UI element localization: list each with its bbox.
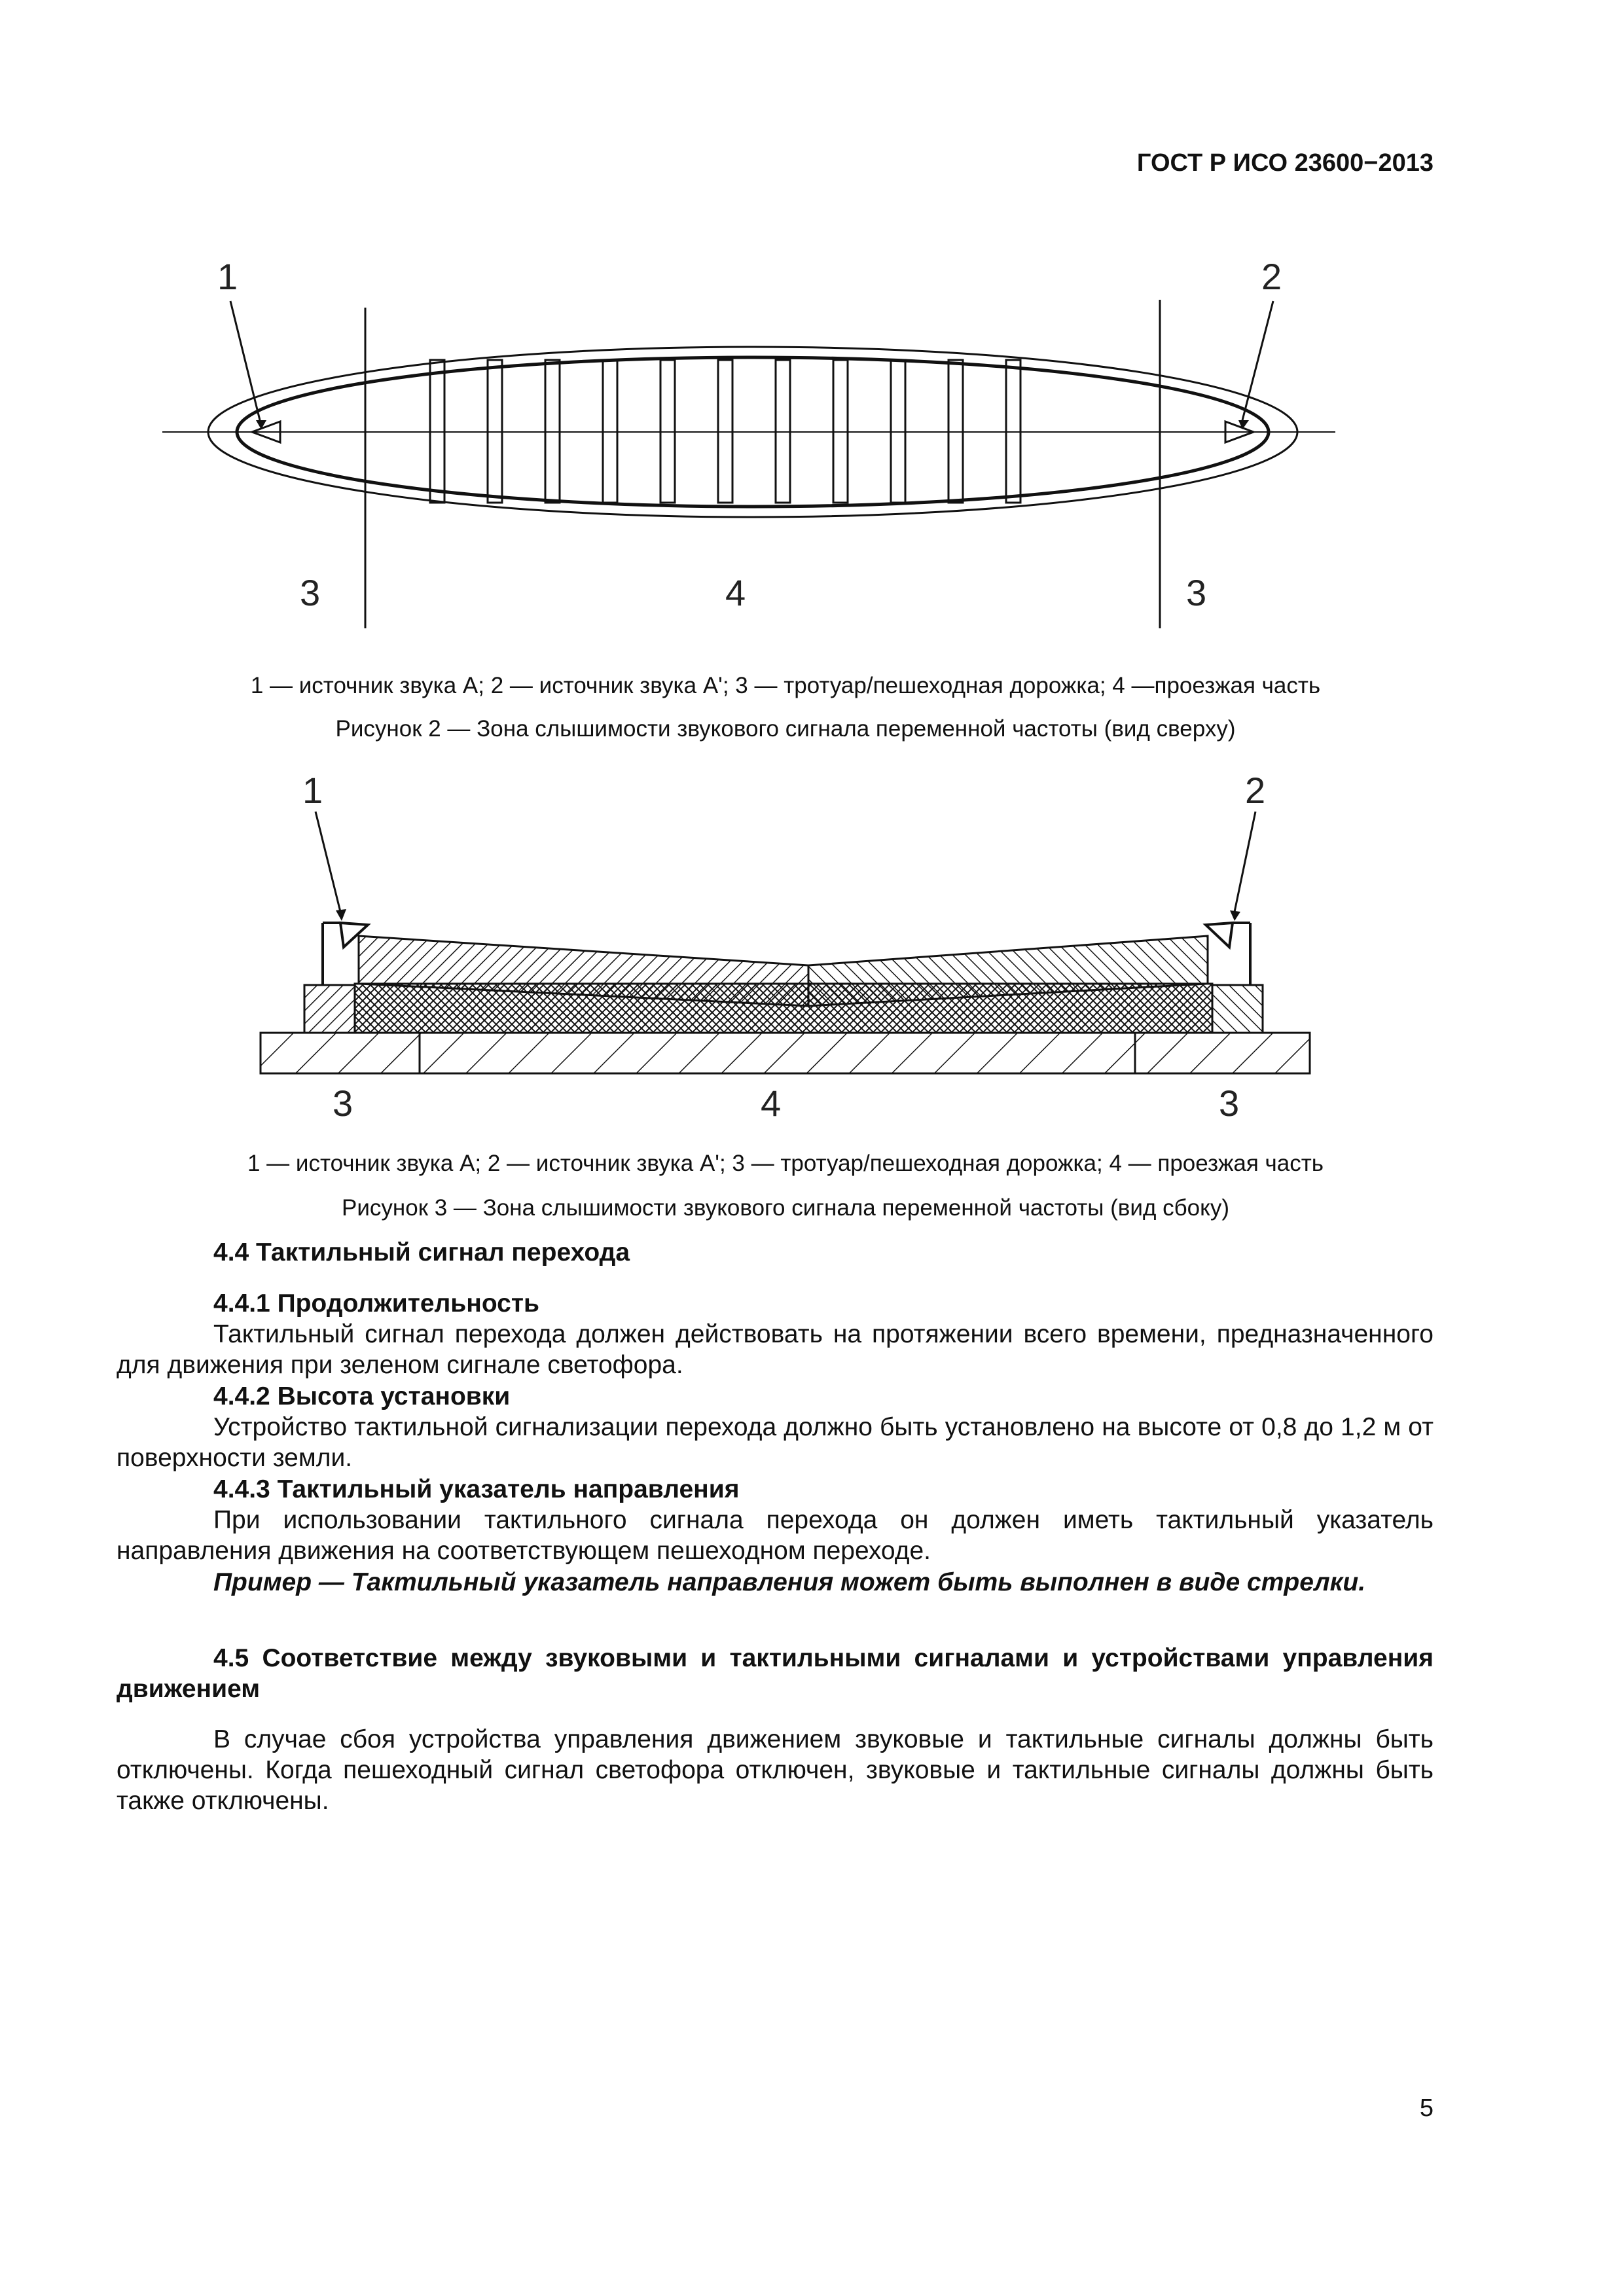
ground-layer	[261, 1033, 1310, 1073]
zone-3-right-label: 3	[1186, 572, 1207, 613]
section-4-4-2-heading: 4.4.2 Высота установки	[213, 1382, 511, 1410]
section-4-5-heading: 4.5 Соответствие между звуковыми и тактильными сигналами и устройствами управления движением	[117, 1644, 1434, 1703]
section-4-4-3-example: Пример — Тактильный указатель направления может быть выполнен в виде стрелки.	[213, 1568, 1366, 1596]
section-4-5-text: В случае сбоя устройства управления движением звуковые и тактильные сигналы должны быть отключены. Когда пешеходный сигнал светофора отключен, звуковые и тактильные сигналы должны быть также отключены.	[117, 1725, 1434, 1815]
section-4-4-3-heading: 4.4.3 Тактильный указатель направления	[213, 1475, 740, 1503]
section-4-4-2-text: Устройство тактильной сигнализации перехода должно быть установлено на высоте от 0,8 до 1,2 м от поверхности земли.	[117, 1413, 1434, 1472]
figure-2-diagram	[131, 249, 1375, 655]
zone-3-right-label: 3	[1219, 1083, 1240, 1124]
section-4-4-1-heading: 4.4.1 Продолжительность	[213, 1289, 539, 1318]
section-4-4-1-text: Тактильный сигнал перехода должен действовать на протяжении всего времени, предназначенного для движения при зеленом сигнале светофора.	[117, 1320, 1434, 1379]
curb-left	[304, 985, 355, 1033]
document-header: ГОСТ Р ИСО 23600−2013	[1136, 149, 1434, 177]
zone-3-left-label: 3	[300, 572, 321, 613]
callout-1-leader	[316, 812, 340, 912]
section-4-4-heading: 4.4 Тактильный сигнал перехода	[213, 1238, 630, 1266]
overlap-zone	[355, 984, 1212, 1033]
sound-source-a-prime	[1206, 923, 1233, 947]
callout-2-label: 2	[1261, 256, 1282, 297]
callout-2-label: 2	[1245, 770, 1266, 811]
zone-3-left-label: 3	[333, 1083, 353, 1124]
page-number: 5	[1419, 2094, 1434, 2122]
callout-2-leader	[1235, 812, 1255, 912]
curb-right	[1212, 985, 1263, 1033]
callout-2-leader	[1242, 301, 1273, 420]
callout-1-leader	[230, 301, 260, 420]
callout-1-label: 1	[302, 770, 323, 811]
section-4-4-3-text: При использовании тактильного сигнала перехода он должен иметь тактильный указатель направления движения на соответствующем пешеходном переходе.	[117, 1506, 1434, 1565]
figure-3-caption: Рисунок 3 — Зона слышимости звукового сигнала переменной частоты (вид сбоку)	[342, 1195, 1229, 1221]
callout-1-label: 1	[217, 256, 238, 297]
figure-3-legend: 1 — источник звука А; 2 — источник звука А'; 3 — тротуар/пешеходная дорожка; 4 — проезжая часть	[247, 1151, 1324, 1176]
zone-4-label: 4	[725, 572, 746, 613]
figure-3-diagram	[131, 769, 1375, 1136]
zone-4-label: 4	[761, 1083, 782, 1124]
figure-2-caption: Рисунок 2 — Зона слышимости звукового сигнала переменной частоты (вид сверху)	[335, 716, 1236, 742]
figure-2-legend: 1 — источник звука А; 2 — источник звука А'; 3 — тротуар/пешеходная дорожка; 4 —проезжая часть	[250, 673, 1321, 698]
